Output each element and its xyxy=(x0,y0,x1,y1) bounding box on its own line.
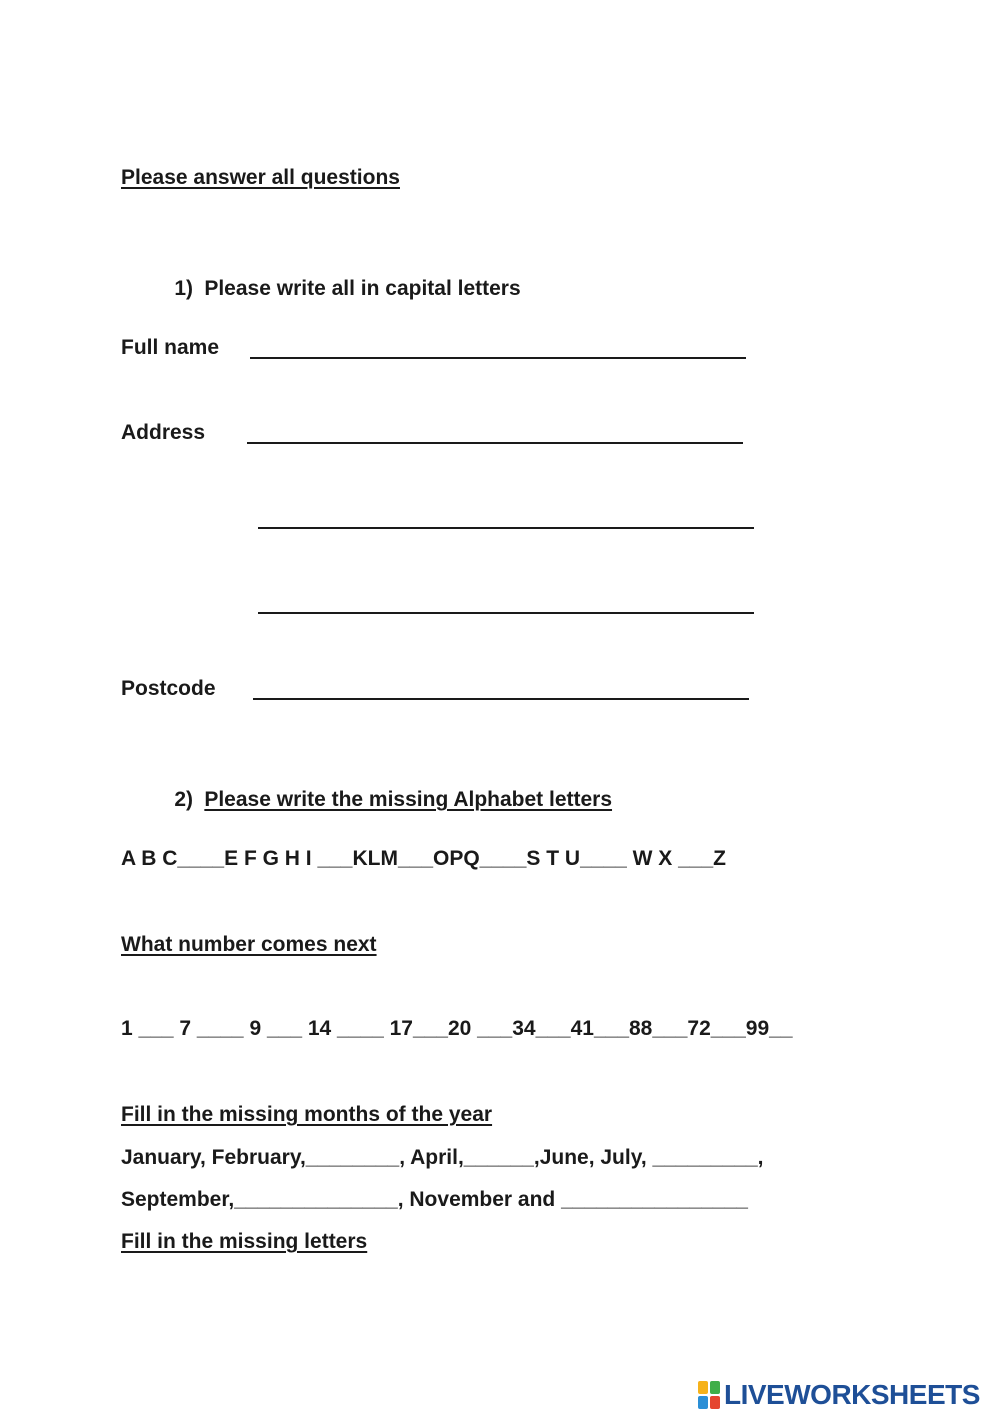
question-1-number: 1) xyxy=(174,277,194,300)
liveworksheets-logo xyxy=(698,1378,980,1412)
months-line-1[interactable]: January, February,________, April,______,June, July, _________, xyxy=(121,1146,764,1169)
full-name-field[interactable] xyxy=(250,357,746,359)
address-label: Address xyxy=(121,421,206,444)
postcode-field[interactable] xyxy=(253,698,749,700)
letters-heading: Fill in the missing letters xyxy=(121,1230,368,1253)
question-1-label: Please write all in capital letters xyxy=(204,277,521,300)
alphabet-sequence[interactable]: A B C____E F G H I ___KLM___OPQ____S T U____ W X ___Z xyxy=(121,847,726,870)
liveworksheets-logo-text: LIVEWORKSHEETS xyxy=(724,1379,980,1410)
months-heading: Fill in the missing months of the year xyxy=(121,1103,493,1126)
address-field-line-1[interactable] xyxy=(247,442,743,444)
question-2-label: Please write the missing Alphabet letters xyxy=(204,788,613,811)
question-2-number: 2) xyxy=(174,788,194,811)
liveworksheets-logo-icon xyxy=(698,1381,720,1409)
address-field-line-2[interactable] xyxy=(258,527,754,529)
page-heading: Please answer all questions xyxy=(121,166,400,189)
numbers-heading: What number comes next xyxy=(121,933,377,956)
address-field-line-3[interactable] xyxy=(258,612,754,614)
question-2 xyxy=(151,761,612,839)
postcode-label: Postcode xyxy=(121,677,216,700)
months-line-2[interactable]: September,______________, November and ________________ xyxy=(121,1188,748,1211)
number-sequence[interactable]: 1 ___ 7 ____ 9 ___ 14 ____ 17___20 ___34___41___88___72___99__ xyxy=(121,1017,793,1040)
full-name-label: Full name xyxy=(121,336,220,359)
question-1 xyxy=(151,250,521,328)
